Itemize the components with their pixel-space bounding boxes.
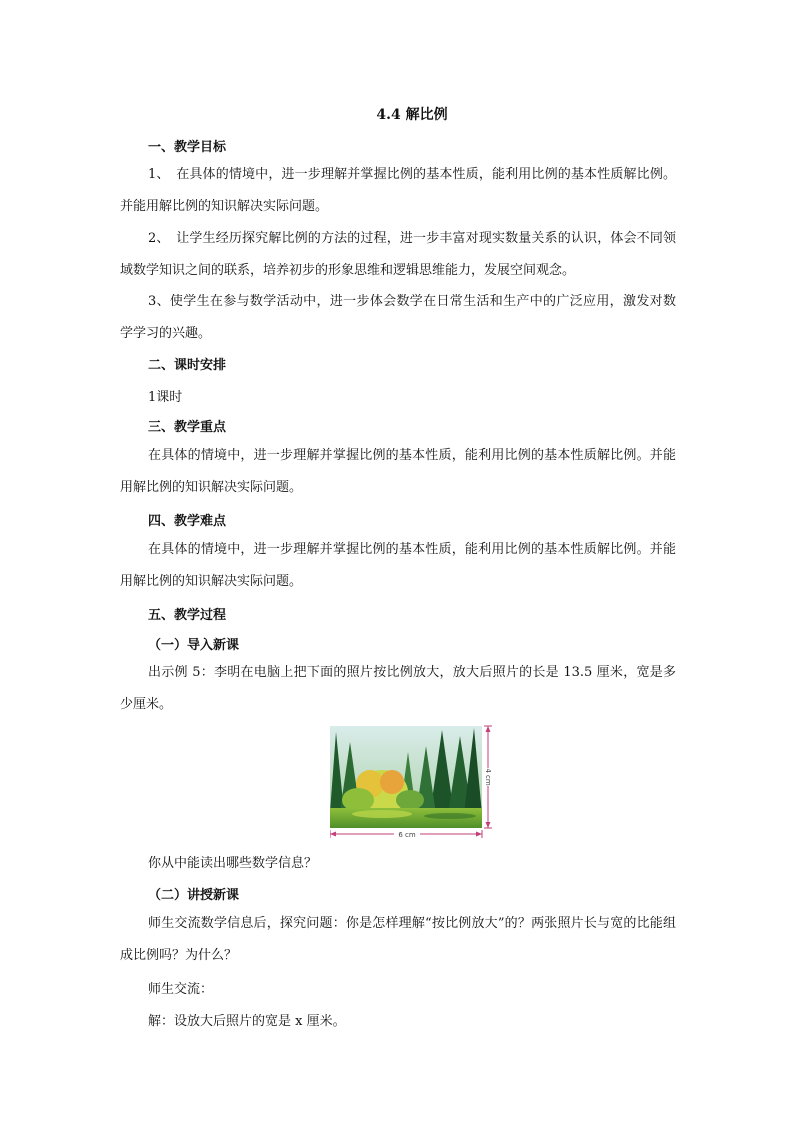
- subsection-heading-intro: （一）导入新课: [148, 638, 240, 653]
- page-title: 4.4 解比例: [376, 107, 448, 123]
- solution-text: 解：设放大后照片的宽是 x 厘米。: [148, 1014, 346, 1029]
- key-points-paragraph: 在具体的情境中，进一步理解并掌握比例的基本性质，能利用比例的基本性质解比例。并能用解比例的知识解决实际问题。: [120, 448, 676, 495]
- photo-height-label: 4 cm: [484, 768, 492, 786]
- section-heading-schedule: 二、课时安排: [148, 358, 227, 373]
- section-heading-key-points: 三、教学重点: [148, 420, 227, 435]
- forest-photo: [330, 722, 496, 840]
- objective-paragraph-2: 2、 让学生经历探究解比例的方法的过程，进一步丰富对现实数量关系的认识，体会不同领域数学知识之间的联系，培养初步的形象思维和逻辑思维能力，发展空间观念。: [120, 231, 676, 278]
- exchange-text: 师生交流：: [148, 982, 214, 997]
- subsection-heading-new-lesson: （二）讲授新课: [148, 888, 240, 903]
- schedule-text: 1课时: [148, 390, 183, 405]
- difficulties-paragraph: 在具体的情境中，进一步理解并掌握比例的基本性质，能利用比例的基本性质解比例。并能用解比例的知识解决实际问题。: [120, 542, 676, 589]
- section-heading-objectives: 一、教学目标: [148, 140, 227, 155]
- question-text: 你从中能读出哪些数学信息？: [148, 856, 318, 871]
- objective-paragraph-3: 3、使学生在参与数学活动中，进一步体会数学在日常生活和生产中的广泛应用，激发对数学学习的兴趣。: [120, 294, 676, 341]
- example-paragraph: 出示例 5：李明在电脑上把下面的照片按比例放大，放大后照片的长是 13.5 厘米，宽是多少厘米。: [120, 665, 676, 712]
- objective-paragraph-1: 1、 在具体的情境中，进一步理解并掌握比例的基本性质，能利用比例的基本性质解比例。并能用解比例的知识解决实际问题。: [120, 167, 676, 214]
- section-heading-difficulties: 四、教学难点: [148, 514, 227, 529]
- new-lesson-paragraph: 师生交流数学信息后，探究问题：你是怎样理解“按比例放大”的？两张照片长与宽的比能组成比例吗？为什么？: [120, 916, 676, 963]
- section-heading-process: 五、教学过程: [148, 608, 227, 623]
- photo-width-label: 6 cm: [398, 831, 416, 839]
